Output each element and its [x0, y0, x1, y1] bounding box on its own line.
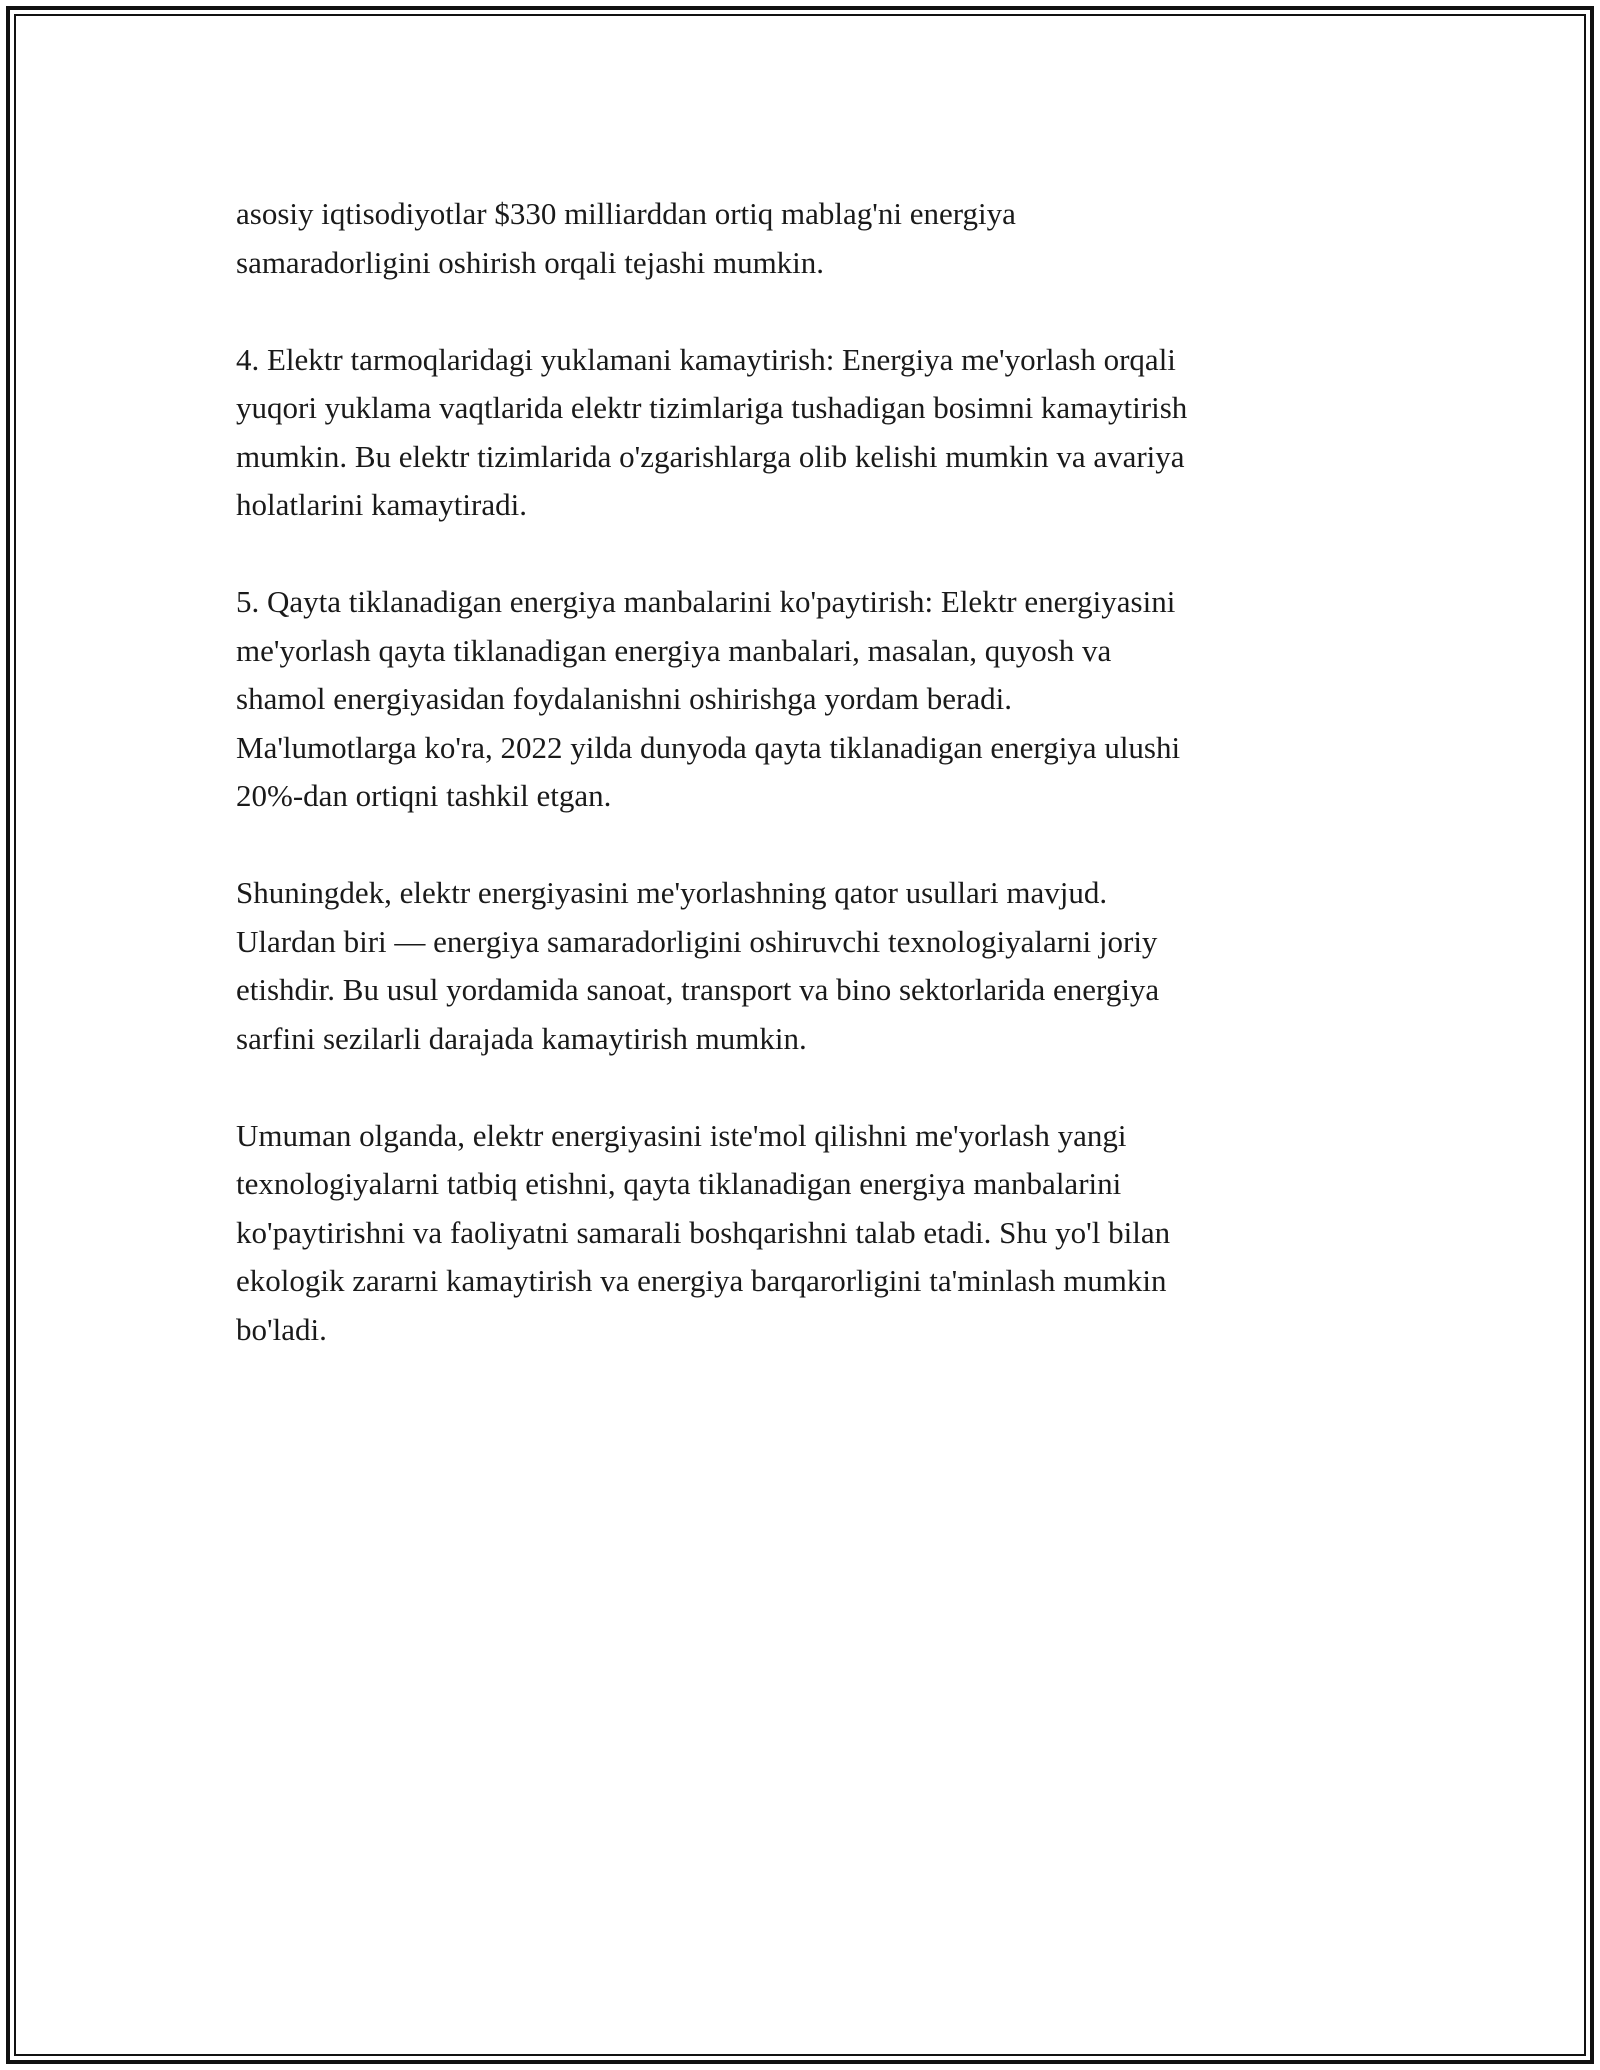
paragraph-grid-load: 4. Elektr tarmoqlaridagi yuklamani kamaytirish: Energiya me'yorlash orqali yuqori yuklama vaqtlarida elektr tizimlariga tushadigan bosimni kamaytirish mumkin. Bu elektr tizimlarida o'zgarishlarga olib kelishi mumkin va avariya holatlarini kamaytiradi. [236, 341, 1188, 522]
paragraph-methods: Shuningdek, elektr energiyasini me'yorlashning qator usullari mavjud. Ulardan biri — energiya samaradorligini oshiruvchi texnologiyalarni joriy etishdir. Bu usul yordamida sanoat, transport va bino sektorlarida energiya sarfini sezilarli darajada kamaytirish mumkin. [236, 875, 1160, 1056]
paragraph-conclusion: Umuman olganda, elektr energiyasini iste'mol qilishni me'yorlash yangi texnologiyalarni tatbiq etishni, qayta tiklanadigan energiya manbalarini ko'paytirishni va faoliyatni samarali boshqarishni talab etadi. Shu yo'l bilan ekologik zararni kamaytirish va energiya barqarorligini ta'minlash mumkin bo'ladi. [236, 1117, 1171, 1347]
paragraph-renewables: 5. Qayta tiklanadigan energiya manbalarini ko'paytirish: Elektr energiyasini me'yorlash qayta tiklanadigan energiya manbalari, masalan, quyosh va shamol energiyasidan foydalanishni oshirishga yordam beradi. Ma'lumotlarga ko'ra, 2022 yilda dunyoda qayta tiklanadigan energiya ulushi 20%-dan ortiqni tashkil etgan. [236, 584, 1181, 813]
paragraph-savings: asosiy iqtisodiyotlar $330 milliarddan ortiq mablag'ni energiya samaradorligini oshirish orqali tejashi mumkin. [236, 196, 1016, 280]
document-body [236, 190, 1396, 1403]
